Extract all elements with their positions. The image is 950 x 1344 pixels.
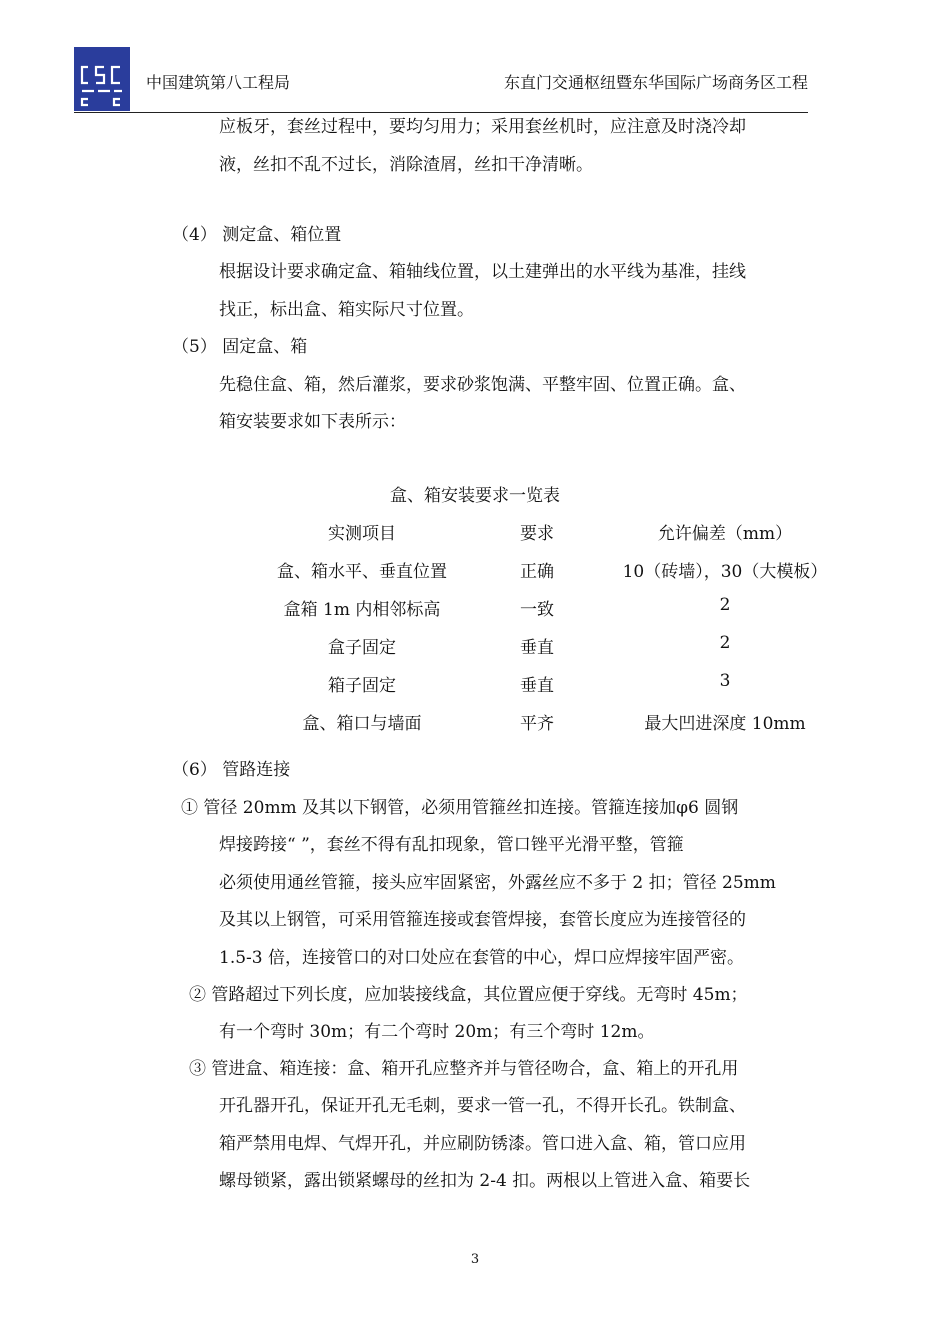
body-line: 开孔器开孔，保证开孔无毛刺，要求一管一孔，不得开长孔。铁制盒、	[219, 1096, 746, 1116]
body-line: 根据设计要求确定盒、箱轴线位置，以土建弹出的水平线为基准，挂线	[219, 262, 746, 282]
body-line: 应板牙，套丝过程中，要均匀用力；采用套丝机时，应注意及时浇冷却	[219, 117, 746, 137]
table-cell: 盒、箱口与墙面	[302, 714, 422, 734]
body-line: 先稳住盒、箱，然后灌浆，要求砂浆饱满、平整牢固、位置正确。盒、	[219, 375, 746, 395]
body-line: 箱严禁用电焊、气焊开孔，并应刷防锈漆。管口进入盒、箱，管口应用	[219, 1134, 746, 1154]
table-header-cell: 允许偏差（mm）	[657, 524, 793, 544]
table-cell: 2	[719, 633, 731, 653]
table-header-cell: 实测项目	[328, 524, 396, 544]
section-heading-5: （5） 固定盒、箱	[172, 337, 308, 357]
table-cell: 10（砖墙），30（大模板）	[622, 562, 828, 582]
table-cell: 2	[719, 595, 731, 615]
table-cell: 箱子固定	[328, 676, 396, 696]
header-project-name: 东直门交通枢纽暨东华国际广场商务区工程	[503, 73, 808, 92]
body-line: 螺母锁紧，露出锁紧螺母的丝扣为 2-4 扣。两根以上管进入盒、箱要长	[219, 1171, 751, 1191]
body-line: 焊接跨接“ ”，套丝不得有乱扣现象，管口锉平光滑平整，管箍	[219, 835, 684, 855]
body-line: ① 管径 20mm 及其以下钢管，必须用管箍丝扣连接。管箍连接加φ6 圆钢	[181, 798, 739, 818]
body-line: 液，丝扣不乱不过长，消除渣屑，丝扣干净清晰。	[219, 155, 593, 175]
table-cell: 3	[719, 671, 731, 691]
table-cell: 盒箱 1m 内相邻标高	[283, 600, 441, 620]
body-line: 及其以上钢管，可采用管箍连接或套管焊接，套管长度应为连接管径的	[219, 910, 746, 930]
cscec-logo-icon	[74, 47, 130, 111]
table-cell: 平齐	[520, 714, 554, 734]
table-header-cell: 要求	[520, 524, 554, 544]
body-line: ② 管路超过下列长度，应加装接线盒，其位置应便于穿线。无弯时 45m；	[189, 985, 748, 1005]
header-divider	[74, 112, 808, 113]
page-number: 3	[470, 1252, 480, 1267]
table-cell: 垂直	[520, 638, 554, 658]
body-line: 必须使用通丝管箍，接头应牢固紧密，外露丝应不多于 2 扣；管径 25mm	[219, 873, 776, 893]
section-heading-6: （6） 管路连接	[172, 760, 291, 780]
body-line: ③ 管进盒、箱连接：盒、箱开孔应整齐并与管径吻合，盒、箱上的开孔用	[189, 1059, 739, 1079]
table-cell: 盒、箱水平、垂直位置	[277, 562, 447, 582]
table-cell: 最大凹进深度 10mm	[644, 714, 806, 734]
table-cell: 一致	[520, 600, 554, 620]
table-cell: 垂直	[520, 676, 554, 696]
body-line: 有一个弯时 30m；有二个弯时 20m；有三个弯时 12m。	[219, 1022, 655, 1042]
table-cell: 盒子固定	[328, 638, 396, 658]
table-cell: 正确	[520, 562, 554, 582]
section-heading-4: （4） 测定盒、箱位置	[172, 225, 342, 245]
body-line: 1.5-3 倍，连接管口的对口处应在套管的中心，焊口应焊接牢固严密。	[219, 948, 744, 968]
table-caption: 盒、箱安装要求一览表	[390, 486, 560, 506]
body-line: 找正，标出盒、箱实际尺寸位置。	[219, 300, 474, 320]
page-header	[74, 47, 808, 113]
body-line: 箱安装要求如下表所示：	[219, 412, 406, 432]
header-org-name: 中国建筑第八工程局	[146, 73, 291, 92]
